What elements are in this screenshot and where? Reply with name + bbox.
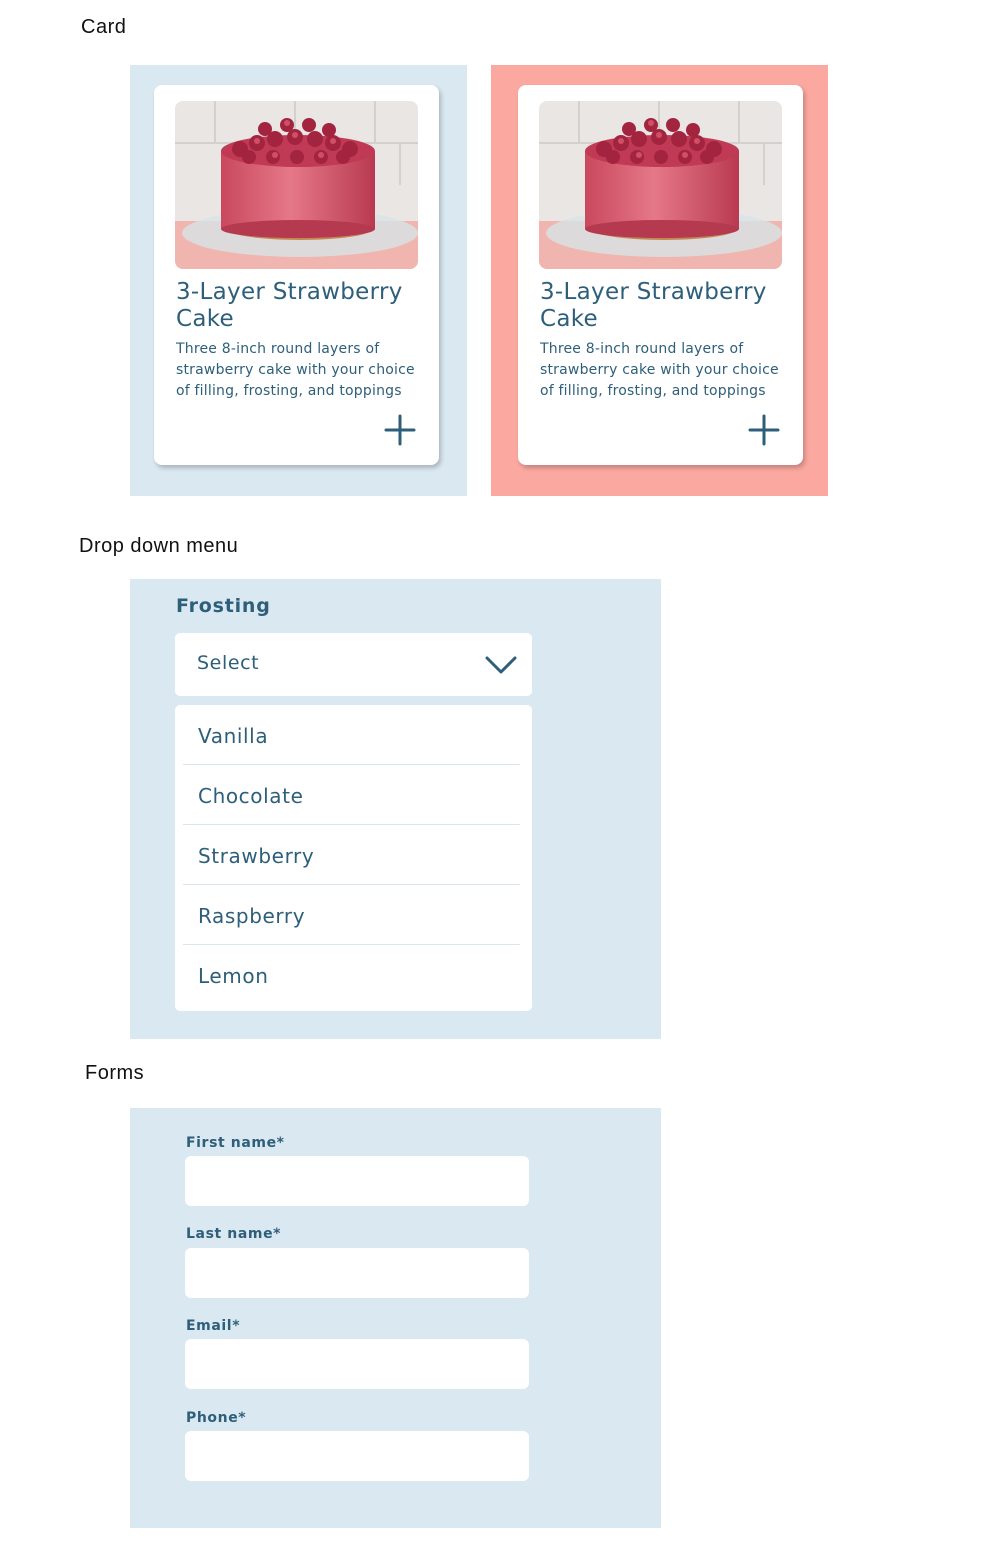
- card-description: Three 8-inch round layers of strawberry cake with your choice of filling, frosting, and toppings: [176, 341, 415, 399]
- cake-image: [539, 101, 782, 269]
- first-name-label: First name*: [186, 1135, 285, 1151]
- option-label: Vanilla: [198, 724, 269, 748]
- dropdown-option-chocolate[interactable]: [183, 765, 520, 825]
- dropdown-option-lemon[interactable]: [183, 945, 520, 1005]
- chevron-down-icon[interactable]: [485, 655, 517, 675]
- dropdown-option-strawberry[interactable]: [183, 825, 520, 885]
- forms-section-title: Forms: [85, 1062, 145, 1084]
- phone-label: Phone*: [186, 1410, 247, 1426]
- last-name-label: Last name*: [186, 1226, 282, 1242]
- card-description: Three 8-inch round layers of strawberry cake with your choice of filling, frosting, and toppings: [540, 341, 779, 399]
- product-card[interactable]: [154, 85, 439, 465]
- form-panel: [130, 1108, 661, 1528]
- option-label: Raspberry: [198, 904, 306, 928]
- email-label: Email*: [186, 1318, 241, 1334]
- cake-image: [175, 101, 418, 269]
- dropdown-label: Frosting: [176, 595, 271, 617]
- dropdown-section-title: Drop down menu: [79, 535, 239, 557]
- phone-field[interactable]: [185, 1431, 529, 1481]
- product-card[interactable]: [518, 85, 803, 465]
- card-section-title: Card: [81, 16, 127, 38]
- dropdown-option-raspberry[interactable]: [183, 885, 520, 945]
- last-name-field[interactable]: [185, 1248, 529, 1298]
- option-label: Strawberry: [198, 844, 315, 868]
- plus-icon[interactable]: [383, 413, 417, 447]
- dropdown-options-list: [175, 705, 532, 1011]
- first-name-field[interactable]: [185, 1156, 529, 1206]
- select-placeholder: Select: [197, 652, 260, 674]
- plus-icon[interactable]: [747, 413, 781, 447]
- email-field[interactable]: [185, 1339, 529, 1389]
- dropdown-option-vanilla[interactable]: [183, 705, 520, 765]
- dropdown-panel: [130, 579, 661, 1039]
- option-label: Lemon: [198, 964, 269, 988]
- card-title: 3-Layer Strawberry Cake: [540, 279, 767, 332]
- card-panel-hover: [491, 65, 828, 496]
- card-panel-default: [130, 65, 467, 496]
- option-label: Chocolate: [198, 784, 304, 808]
- card-title: 3-Layer Strawberry Cake: [176, 279, 403, 332]
- frosting-select[interactable]: [175, 633, 532, 696]
